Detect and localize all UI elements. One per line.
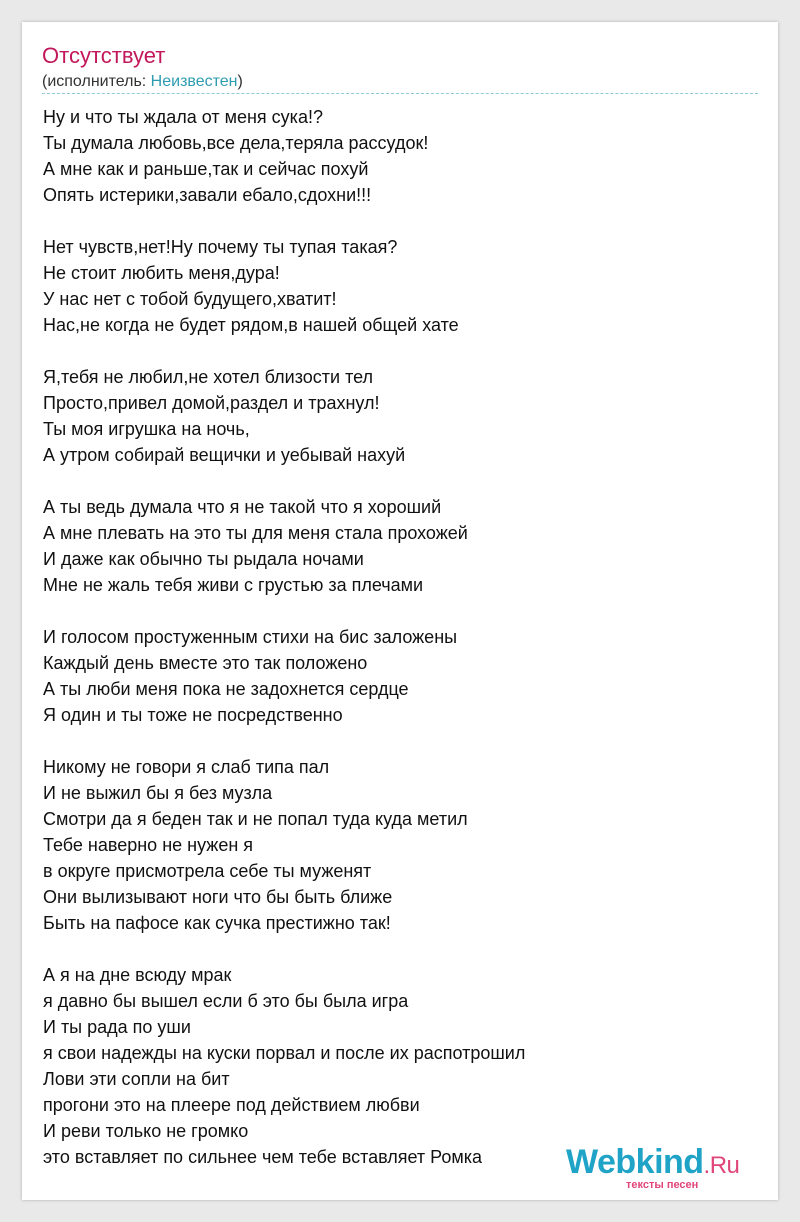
lyric-line: А я на дне всюду мрак (43, 965, 232, 985)
lyric-line: А утром собирай вещички и уебывай нахуй (43, 445, 406, 465)
lyric-line: А ты ведь думала что я не такой что я хороший (43, 497, 442, 517)
lyrics-stanza (43, 962, 753, 1170)
lyric-line: Ты моя игрушка на ночь, (43, 419, 250, 439)
lyric-line: Лови эти сопли на бит (43, 1069, 230, 1089)
lyric-line: И реви только не громко (43, 1121, 249, 1141)
lyric-line: Смотри да я беден так и не попал туда куда метил (43, 809, 468, 829)
artist-suffix: ) (237, 73, 243, 90)
lyrics-stanza (43, 234, 753, 338)
lyrics-stanza (43, 104, 753, 208)
lyric-line: Я,тебя не любил,не хотел близости тел (43, 367, 374, 387)
lyric-line: А мне как и раньше,так и сейчас похуй (43, 159, 369, 179)
lyric-line: это вставляет по сильнее чем тебе вставляет Ромка (43, 1147, 483, 1167)
lyric-line: Тебе наверно не нужен я (43, 835, 254, 855)
lyric-line: Не стоит любить меня,дура! (43, 263, 280, 283)
lyric-line: Я один и ты тоже не посредственно (43, 705, 343, 725)
lyric-line: И ты рада по уши (43, 1017, 191, 1037)
logo-wordmark (566, 1144, 739, 1184)
header-divider (42, 93, 758, 94)
lyric-line: Просто,привел домой,раздел и трахнул! (43, 393, 380, 413)
lyric-line: А мне плевать на это ты для меня стала прохожей (43, 523, 468, 543)
lyric-line: Ты думала любовь,все дела,теряла рассудок! (43, 133, 429, 153)
lyric-line: А ты люби меня пока не задохнется сердце (43, 679, 409, 699)
logo-tld: .Ru (703, 1152, 740, 1179)
lyric-line: я давно бы вышел если б это бы была игра (43, 991, 409, 1011)
lyric-line: Нас,не когда не будет рядом,в нашей общей хате (43, 315, 459, 335)
lyrics-stanza (43, 624, 753, 728)
lyrics-body (43, 104, 753, 1196)
lyric-line: Быть на пафосе как сучка престижно так! (43, 913, 391, 933)
song-title: Отсутствует (42, 43, 166, 68)
lyric-line: прогони это на плеере под действием любви (43, 1095, 420, 1115)
lyrics-stanza (43, 494, 753, 598)
logo-main-text: Webkind (566, 1143, 704, 1181)
lyric-line: Каждый день вместе это так положено (43, 653, 368, 673)
logo-tagline: тексты песен (626, 1179, 699, 1191)
lyric-line: Никому не говори я слаб типа пал (43, 757, 330, 777)
lyric-line: Опять истерики,завали ебало,сдохни!!! (43, 185, 372, 205)
artist-line (42, 72, 243, 92)
lyrics-stanza (43, 754, 753, 936)
lyric-line: в округе присмотрела себе ты муженят (43, 861, 372, 881)
lyric-line: Мне не жаль тебя живи с грустью за плечами (43, 575, 424, 595)
lyric-line: Ну и что ты ждала от меня сука!? (43, 107, 323, 127)
webkind-logo[interactable] (566, 1144, 766, 1190)
lyric-line: я свои надежды на куски порвал и после их распотрошил (43, 1043, 526, 1063)
lyric-line: Нет чувств,нет!Ну почему ты тупая такая? (43, 237, 398, 257)
lyrics-card (22, 22, 778, 1200)
lyric-line: И голосом простуженным стихи на бис заложены (43, 627, 458, 647)
artist-link[interactable]: Неизвестен (150, 73, 238, 90)
lyric-line: Они вылизывают ноги что бы быть ближе (43, 887, 393, 907)
lyric-line: И не выжил бы я без музла (43, 783, 273, 803)
lyric-line: И даже как обычно ты рыдала ночами (43, 549, 364, 569)
artist-prefix: (исполнитель: (42, 73, 151, 90)
lyric-line: У нас нет с тобой будущего,хватит! (43, 289, 337, 309)
lyrics-stanza (43, 364, 753, 468)
